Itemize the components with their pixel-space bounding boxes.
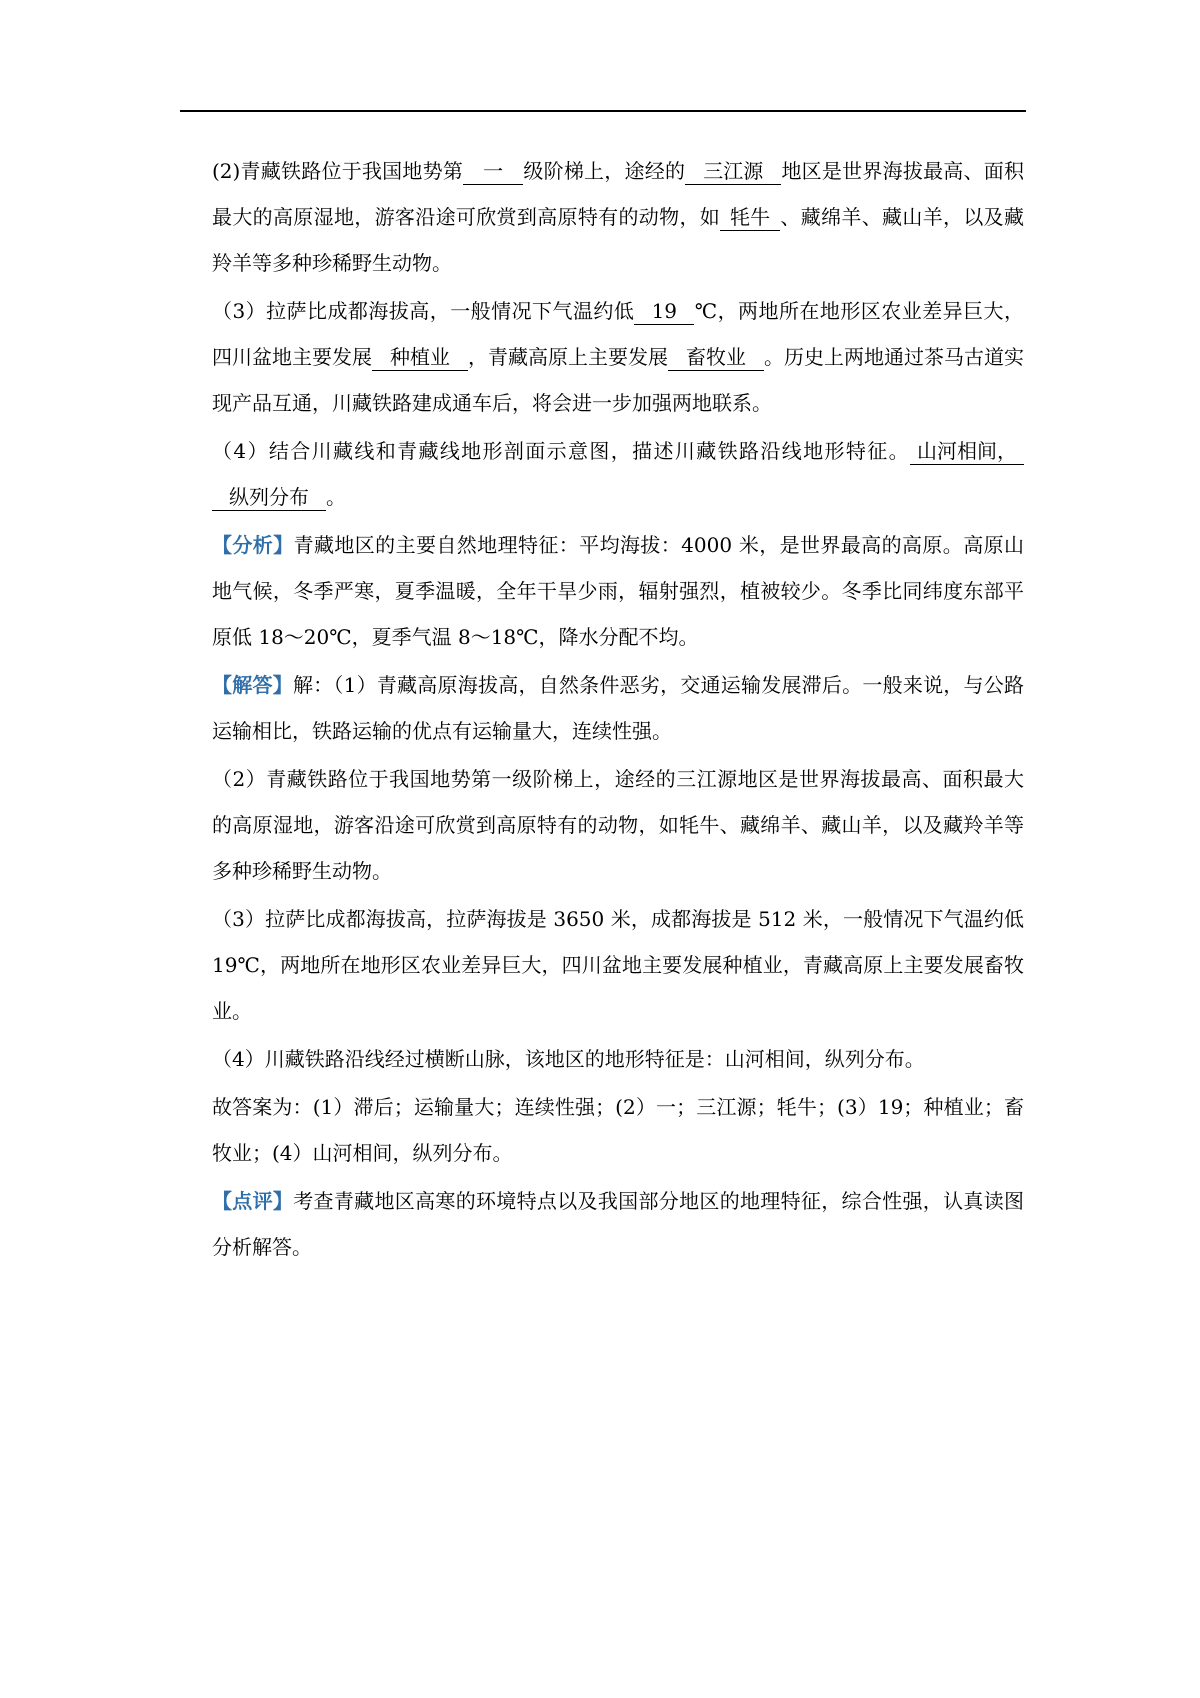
- answer-part-3: （3）拉萨比成都海拔高，拉萨海拔是 3650 米，成都海拔是 512 米，一般情况下气温约低 19℃，两地所在地形区农业差异巨大，四川盆地主要发展种植业，青藏高原上主要发展畜牧业。: [212, 907, 1024, 1023]
- analysis-section: [212, 522, 1024, 660]
- answer-part-2: （2）青藏铁路位于我国地势第一级阶梯上，途经的三江源地区是世界海拔最高、面积最大的高原湿地，游客沿途可欣赏到高原特有的动物，如牦牛、藏绵羊、藏山羊，以及藏羚羊等多种珍稀野生动物。: [212, 767, 1024, 883]
- q2-blank-2: 三江源: [685, 158, 781, 185]
- q2-text-4: 、藏绵羊、藏山羊，以及藏羚羊等多种珍稀野生动物。: [212, 205, 1025, 275]
- analysis-tag: 【分析】: [212, 533, 294, 557]
- question-4: [212, 428, 1024, 520]
- q4-text-1: （4）结合川藏线和青藏线地形剖面示意图，描述川藏铁路沿线地形特征。: [212, 439, 910, 463]
- answer-tag: 【解答】: [212, 673, 293, 697]
- answer-section: [212, 662, 1024, 754]
- answer-summary: 故答案为：(1）滞后；运输量大；连续性强；(2）一；三江源；牦牛；(3）19；种植业；畜牧业；(4）山河相间，纵列分布。: [212, 1095, 1024, 1165]
- q2-text-2: 级阶梯上，途经的: [523, 159, 686, 183]
- header-rule: [180, 110, 1026, 112]
- content-body: [212, 148, 1024, 1272]
- q3-text-3: ，青藏高原上主要发展: [468, 345, 668, 369]
- q2-blank-1: 一: [463, 158, 523, 185]
- comment-section: [212, 1178, 1024, 1270]
- q2-blank-3: 牦牛: [720, 204, 780, 231]
- q3-text-2: ℃，两地所在地形区农业差异巨大，四川盆地主要发展: [212, 299, 1024, 369]
- q3-blank-2: 种植业: [372, 344, 468, 371]
- q3-blank-3: 畜牧业: [668, 344, 764, 371]
- question-3: [212, 288, 1024, 426]
- comment-text: 考查青藏地区高寒的环境特点以及我国部分地区的地理特征，综合性强，认真读图分析解答。: [212, 1189, 1025, 1259]
- comment-tag: 【点评】: [212, 1189, 294, 1213]
- question-2: [212, 148, 1024, 286]
- q3-blank-1: 19: [634, 298, 694, 325]
- answer-part-4: （4）川藏铁路沿线经过横断山脉，该地区的地形特征是：山河相间，纵列分布。: [212, 1047, 925, 1071]
- q2-text-1: (2)青藏铁路位于我国地势第: [212, 159, 464, 183]
- analysis-text: 青藏地区的主要自然地理特征：平均海拔：4000 米，是世界最高的高原。高原山地气候，冬季严寒，夏季温暖，全年干旱少雨，辐射强烈，植被较少。冬季比同纬度东部平原低 18～20℃，夏季气温 8～18℃，降水分配不均。: [212, 533, 1024, 649]
- q4-text-2: 。: [326, 485, 346, 509]
- q2-text-3: 地区是世界海拔最高、面积最大的高原湿地，游客沿途可欣赏到高原特有的动物，如: [212, 159, 1025, 229]
- answer-part-1: 解：（1）青藏高原海拔高，自然条件恶劣，交通运输发展滞后。一般来说，与公路运输相比，铁路运输的优点有运输量大，连续性强。: [212, 673, 1025, 743]
- q4-blank-1b: 纵列分布: [212, 484, 326, 511]
- q3-text-4: 。历史上两地通过茶马古道实现产品互通，川藏铁路建成通车后，将会进一步加强两地联系。: [212, 345, 1024, 415]
- q4-blank-1a: 山河相间，: [910, 438, 1024, 465]
- q3-text-1: （3）拉萨比成都海拔高，一般情况下气温约低: [212, 299, 635, 323]
